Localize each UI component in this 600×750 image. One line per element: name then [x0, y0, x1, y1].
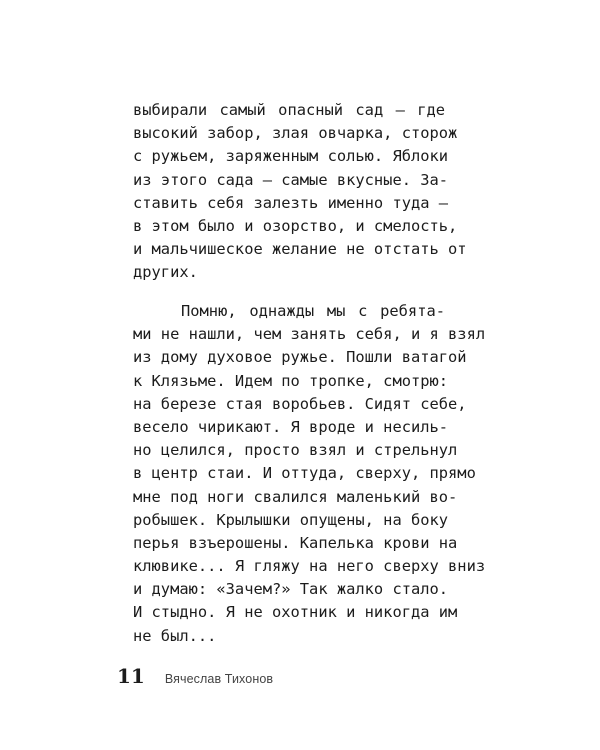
paragraph-2 [133, 300, 486, 648]
text-line: в центр стаи. И оттуда, сверху, прямо [133, 464, 476, 483]
paragraph-1 [133, 99, 467, 285]
text-line: высокий забор, злая овчарка, сторож [133, 124, 458, 143]
text-line: и мальчишеское желание не отстать от [133, 240, 467, 259]
text-line: на березе стая воробьев. Сидят себе, [133, 394, 467, 413]
text-line: И стыдно. Я не охотник и никогда им [133, 603, 458, 622]
text-line: ми не нашли, чем занять себя, и я взял [133, 325, 486, 344]
text-line: других. [133, 263, 198, 282]
text-line: из этого сада — самые вкусные. За- [133, 170, 449, 189]
page-footer [117, 664, 273, 688]
text-line: из дому духовое ружье. Пошли ватагой [133, 348, 467, 367]
text-line: к Клязьме. Идем по тропке, смотрю: [133, 371, 449, 390]
text-line: перья взъерошены. Капелька крови на [133, 533, 458, 552]
text-line: клювике... Я гляжу на него сверху вниз [133, 557, 486, 576]
text-line: весело чирикают. Я вроде и несиль- [133, 417, 449, 436]
text-line: мне под ноги свалился маленький во- [133, 487, 458, 506]
text-line: и думаю: «Зачем?» Так жалко стало. [133, 580, 449, 599]
text-line: выбирали самый опасный сад — где [133, 101, 445, 119]
text-line: ставить себя залезть именно туда — [133, 193, 449, 212]
text-line: Помню, однажды мы с ребята- [181, 302, 445, 320]
text-line: не был... [133, 626, 217, 645]
text-line: в этом было и озорство, и смелость, [133, 216, 458, 235]
text-line: но целился, просто взял и стрельнул [133, 441, 458, 460]
text-line: робышек. Крылышки опущены, на боку [133, 510, 449, 529]
running-title: Вячеслав Тихонов [164, 672, 274, 686]
text-line: с ружьем, заряженным солью. Яблоки [133, 147, 449, 166]
page-number: 11 [117, 664, 145, 688]
